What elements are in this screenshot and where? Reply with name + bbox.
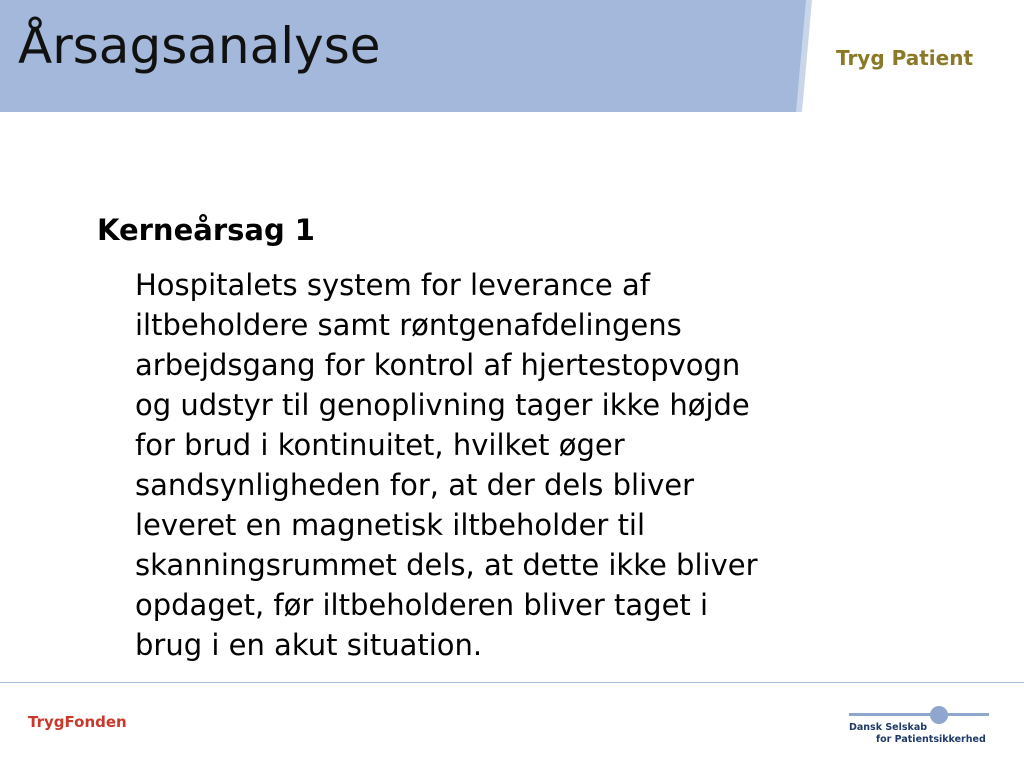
body-line: Hospitalets system for leverance af bbox=[135, 268, 650, 302]
body-line: opdaget, før iltbeholderen bliver taget i bbox=[135, 588, 709, 622]
body-line: skanningsrummet dels, at dette ikke bliver bbox=[135, 548, 758, 582]
footer-divider bbox=[0, 682, 1024, 683]
body-line: for brud i kontinuitet, hvilket øger bbox=[135, 428, 625, 462]
dansk-selskab-logo bbox=[846, 704, 994, 748]
body-line: brug i en akut situation. bbox=[135, 628, 483, 662]
dansk-selskab-mark-icon bbox=[846, 704, 994, 724]
body-paragraph bbox=[135, 265, 965, 665]
body-line: og udstyr til genoplivning tager ikke højde bbox=[135, 388, 750, 422]
dansk-selskab-logo-line1: Dansk Selskab bbox=[849, 722, 928, 733]
body-line: arbejdsgang for kontrol af hjertestopvogn bbox=[135, 348, 741, 382]
dansk-selskab-logo-line2: for Patientsikkerhed bbox=[876, 734, 986, 745]
tryg-patient-logo: Tryg Patient bbox=[836, 46, 974, 70]
section-heading: Kerneårsag 1 bbox=[97, 213, 315, 247]
body-line: iltbeholdere samt røntgenafdelingens bbox=[135, 308, 682, 342]
body-line: leveret en magnetisk iltbeholder til bbox=[135, 508, 646, 542]
body-line: sandsynligheden for, at der dels bliver bbox=[135, 468, 695, 502]
slide-title: Årsagsanalyse bbox=[18, 17, 381, 75]
trygfonden-logo: TrygFonden bbox=[28, 713, 127, 731]
